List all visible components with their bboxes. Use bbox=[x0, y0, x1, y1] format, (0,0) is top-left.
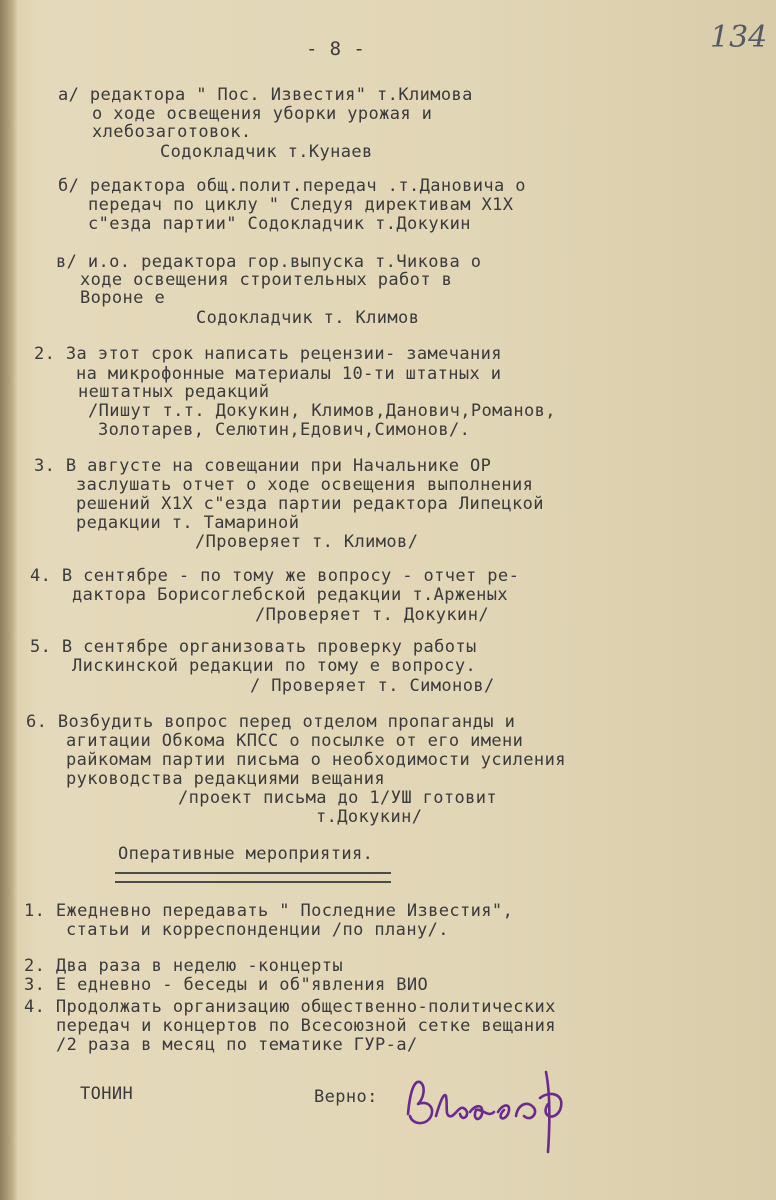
point-2-line-2: на микрофонные материалы 10-ти штатных и bbox=[76, 364, 502, 384]
point-6-line-4: руководства редакциями вещания bbox=[66, 769, 386, 789]
point-3-line-4: редакции т. Тамариной bbox=[76, 513, 300, 533]
ops-2-line: 2. Два раза в неделю -концерты bbox=[24, 956, 344, 976]
ops-1-line-2: статьи и корреспонденции /по плану/. bbox=[66, 920, 449, 940]
point-2-line-1: 2. За этот срок написать рецензии- замечания bbox=[34, 344, 502, 364]
ops-4-line-3: /2 раза в месяц по тематике ГУР-а/ bbox=[56, 1035, 418, 1055]
point-3-line-2: заслушать отчет о ходе освещения выполнения bbox=[76, 475, 534, 495]
point-2-line-5: Золотарев, Селютин,Едович,Симонов/. bbox=[98, 420, 471, 440]
page-binding-edge bbox=[0, 0, 18, 1200]
item-b-line-3: с"езда партии" Содокладчик т.Докукин bbox=[88, 214, 471, 234]
certified-label: Верно: bbox=[314, 1087, 378, 1107]
item-v-line-3: Вороне е bbox=[80, 288, 166, 308]
point-2-line-3: нештатных редакций bbox=[78, 382, 270, 402]
point-5-line-3: / Проверяет т. Симонов/ bbox=[250, 676, 495, 696]
point-4-line-2: дактора Борисоглебской редакции т.Арженых bbox=[72, 585, 509, 605]
item-v-cospeaker: Содокладчик т. Климов bbox=[196, 308, 420, 328]
item-b-line-2: передач по циклу " Следуя директивам Х1Х bbox=[88, 195, 514, 215]
typist-initials: ТОНИН bbox=[80, 1084, 134, 1104]
handwritten-signature bbox=[400, 1052, 600, 1162]
ops-3-line: 3. Е едневно - беседы и об"явления ВИО bbox=[24, 975, 429, 995]
item-v-line-1: в/ и.о. редактора гор.выпуска т.Чикова о bbox=[56, 252, 482, 272]
ops-4-line-2: передач и концертов по Всесоюзной сетке вещания bbox=[56, 1016, 556, 1036]
point-6-line-6: т.Докукин/ bbox=[316, 807, 423, 827]
point-5-line-2: Лискинской редакции по тому е вопросу. bbox=[72, 656, 477, 676]
ops-4-line-1: 4. Продолжать организацию общественно-политических bbox=[24, 997, 556, 1017]
section-title-double-underline bbox=[115, 872, 391, 883]
item-a-cospeaker: Содокладчик т.Кунаев bbox=[160, 142, 373, 162]
ops-1-line-1: 1. Ежедневно передавать " Последние Известия", bbox=[24, 901, 514, 921]
archive-folio-number: 134 bbox=[710, 20, 768, 55]
point-3-line-5: /Проверяет т. Климов/ bbox=[195, 532, 419, 552]
item-a-line-3: хлебозаготовок. bbox=[92, 122, 252, 142]
point-4-line-3: /Проверяет т. Докукин/ bbox=[255, 605, 489, 625]
item-a-line-1: а/ редактора " Пос. Известия" т.Климова bbox=[58, 85, 473, 105]
point-6-line-5: /проект письма до 1/УШ готовит bbox=[178, 788, 498, 808]
point-6-line-2: агитации Обкома КПСС о посылке от его имени bbox=[66, 731, 524, 751]
item-a-line-2: о ходе освещения уборки урожая и bbox=[92, 104, 433, 124]
point-6-line-1: 6. Возбудить вопрос перед отделом пропаганды и bbox=[26, 712, 516, 732]
section-title: Оперативные мероприятия. bbox=[118, 844, 374, 864]
page-number: - 8 - bbox=[306, 38, 366, 60]
point-5-line-1: 5. В сентябре организовать проверку работы bbox=[30, 637, 477, 657]
item-v-line-2: ходе освещения строительных работ в bbox=[80, 270, 453, 290]
point-4-line-1: 4. В сентябре - по тому же вопросу - отчет ре- bbox=[30, 566, 520, 586]
point-3-line-3: решений Х1Х с"езда партии редактора Липецкой bbox=[76, 494, 544, 514]
item-b-line-1: б/ редактора общ.полит.передач .т.Дановича о bbox=[58, 176, 526, 196]
point-6-line-3: райкомам партии письма о необходимости усиления bbox=[66, 750, 566, 770]
point-3-line-1: 3. В августе на совещании при Начальнике ОР bbox=[34, 456, 492, 476]
point-2-line-4: /Пишут т.т. Докукин, Климов,Данович,Романов, bbox=[88, 401, 556, 421]
